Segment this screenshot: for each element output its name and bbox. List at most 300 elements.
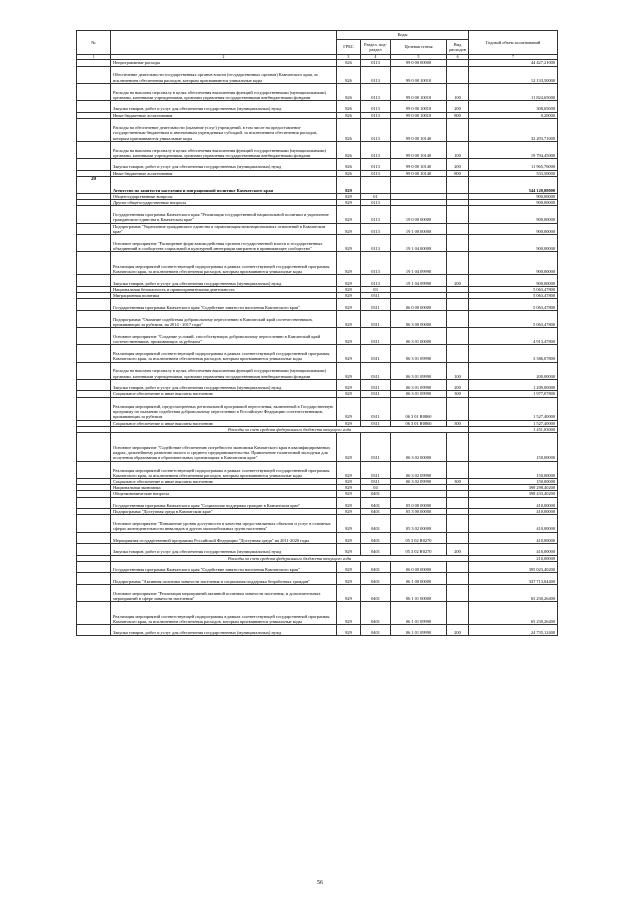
name-cell: Социальное обеспечение и иные выплаты населению [111, 391, 337, 397]
sum-cell: 44 427,21000 [469, 60, 558, 66]
number-cell [77, 118, 111, 141]
name-cell: Государственная программа Камчатского края "Социальная поддержка граждан в Камчатском крае" [111, 497, 337, 509]
number-cell [77, 101, 111, 113]
header-number: № [77, 31, 111, 55]
name-cell: Основное мероприятие "Реализация мероприятий активной политики занятости населения, и дополнительных мероприятий в сфере занятости населения" [111, 584, 337, 601]
grbs-cell: 829 [337, 544, 361, 556]
name-cell: Мероприятия государственной программы Российской Федерации "Доступная среда" на 2011-2020 годы [111, 532, 337, 544]
table-row [77, 573, 558, 585]
razdel-cell: 0401 [361, 532, 391, 544]
sum-cell: 210,00000 [469, 555, 558, 561]
target-article-cell: 99 0 00 10010 [391, 112, 447, 118]
grbs-cell: 829 [337, 561, 361, 573]
grbs-cell: 829 [337, 532, 361, 544]
target-article-cell: 99 0 00 10010 [391, 101, 447, 113]
sum-cell: 12 133,50000 [469, 66, 558, 83]
sum-cell: 410,00000 [469, 544, 558, 556]
name-cell: Закупка товаров, работ и услуг для обеспечения государственных (муниципальных) нужд [111, 275, 337, 287]
razdel-cell: 0113 [361, 118, 391, 141]
table-row [77, 397, 558, 420]
name-cell: Социальное обеспечение и иные выплаты населению [111, 420, 337, 426]
target-article-cell: 06 3 01 09990 [391, 345, 447, 362]
number-cell [77, 601, 111, 624]
target-article-cell: 06 3 01 R0860 [391, 397, 447, 420]
grbs-cell: 829 [337, 573, 361, 585]
sum-cell: 398 433,40200 [469, 491, 558, 497]
target-article-cell: 06 3 01 09990 [391, 362, 447, 379]
razdel-cell: 0311 [361, 420, 391, 426]
razdel-cell: 01 [361, 194, 391, 200]
grbs-cell: 829 [337, 299, 361, 311]
name-cell: Закупка товаров, работ и услуг для обеспечения государственных (муниципальных) нужд [111, 101, 337, 113]
sum-cell: 5 063,47800 [469, 299, 558, 311]
number-cell [77, 379, 111, 391]
header-razdel: Раздел, под-раздел [361, 40, 391, 55]
expense-type-cell: 300 [447, 478, 469, 484]
sum-cell: 150,00000 [469, 432, 558, 461]
sum-cell: 32 293,71000 [469, 118, 558, 141]
expense-type-cell [447, 573, 469, 585]
razdel-cell: 0311 [361, 328, 391, 345]
header-name [111, 31, 337, 55]
column-index-cell: 4 [361, 55, 391, 60]
expense-type-cell: 200 [447, 379, 469, 391]
expense-type-cell: 100 [447, 362, 469, 379]
column-index-cell: 7 [469, 55, 558, 60]
grbs-cell: 829 [337, 275, 361, 287]
target-article-cell: 06 1 01 00000 [391, 584, 447, 601]
table-row [77, 345, 558, 362]
grbs-cell: 826 [337, 60, 361, 66]
table-row [77, 159, 558, 171]
razdel-cell: 0311 [361, 345, 391, 362]
expense-type-cell [447, 66, 469, 83]
name-cell: Непрограммные расходы [111, 60, 337, 66]
number-cell [77, 252, 111, 275]
grbs-cell: 826 [337, 83, 361, 100]
sum-cell: 4 913,47800 [469, 328, 558, 345]
number-cell [77, 515, 111, 532]
razdel-cell: 0311 [361, 397, 391, 420]
table-row [77, 141, 558, 158]
number-cell [77, 310, 111, 327]
grbs-cell: 829 [337, 397, 361, 420]
sum-cell: 533,50000 [469, 170, 558, 176]
sum-cell: 544 120,08000 [469, 176, 558, 193]
name-cell: Расходы на выплаты персоналу в целях обеспечения выполнения функций государственными (муниципальными) органами, казенными учреждениями, органами управления государственными внебюджетными фондами [111, 362, 337, 379]
target-article-cell: 06 1 00 00000 [391, 573, 447, 585]
expense-type-cell [447, 461, 469, 478]
grbs-cell: 829 [337, 491, 361, 497]
number-cell [77, 544, 111, 556]
number-cell [77, 584, 111, 601]
table-row [77, 461, 558, 478]
name-cell: Основное мероприятие "Повышение уровня доступности и качества предоставляемых объектов и услуг в основных сферах жизнедеятельности инвалидов и других маломобильных групп населения" [111, 515, 337, 532]
name-cell: Иные бюджетные ассигнования [111, 170, 337, 176]
grbs-cell: 829 [337, 200, 361, 206]
grbs-cell: 829 [337, 293, 361, 299]
razdel-cell: 0113 [361, 170, 391, 176]
expense-type-cell: 800 [447, 170, 469, 176]
sum-cell: 900,00000 [469, 206, 558, 223]
expense-type-cell [447, 235, 469, 252]
name-cell: Реализация мероприятий соответствующей подпрограммы в рамках соответствующей государственной программы Камчатского края, за исключением обеспечения расходов, которым присваиваются уникальные коды [111, 252, 337, 275]
note-cell: Расходы за счет средств федерального бюджета текущего года [111, 426, 469, 432]
grbs-cell: 829 [337, 194, 361, 200]
razdel-cell: 0401 [361, 561, 391, 573]
razdel-cell: 0113 [361, 60, 391, 66]
razdel-cell: 0311 [361, 461, 391, 478]
name-cell: Социальное обеспечение и иные выплаты населению [111, 478, 337, 484]
grbs-cell: 829 [337, 624, 361, 636]
name-cell: Основное мероприятие "Создание условий, способствующих добровольному переселению в Камчатский край соотечественников, проживающих за рубежом" [111, 328, 337, 345]
grbs-cell: 829 [337, 391, 361, 397]
target-article-cell: 05 3 00 00000 [391, 509, 447, 515]
target-article-cell: 06 3 01 00000 [391, 328, 447, 345]
target-article-cell: 19 1 04 09990 [391, 252, 447, 275]
razdel-cell: 0113 [361, 235, 391, 252]
table-row [77, 83, 558, 100]
target-article-cell: 06 1 01 09990 [391, 601, 447, 624]
table-row [77, 275, 558, 287]
table-row [77, 235, 558, 252]
page-number: 56 [317, 880, 323, 886]
number-cell [77, 159, 111, 171]
table-row [77, 118, 558, 141]
number-cell [77, 624, 111, 636]
grbs-cell: 829 [337, 485, 361, 491]
grbs-cell: 826 [337, 66, 361, 83]
header-codes: Коды [337, 31, 469, 40]
name-cell: Иные бюджетные ассигнования [111, 112, 337, 118]
grbs-cell: 829 [337, 235, 361, 252]
target-article-cell: 99 0 00 10140 [391, 118, 447, 141]
target-article-cell: 06 3 02 09990 [391, 478, 447, 484]
razdel-cell: 0311 [361, 432, 391, 461]
number-cell [77, 461, 111, 478]
target-article-cell: 19 1 04 00000 [391, 235, 447, 252]
sum-cell: 24 735,12400 [469, 624, 558, 636]
table-row [77, 101, 558, 113]
target-article-cell: 06 3 01 09990 [391, 379, 447, 391]
sum-cell: 308,65000 [469, 101, 558, 113]
name-cell: Расходы на выплаты персоналу в целях обеспечения выполнения функций государственными (муниципальными) органами, казенными учреждениями, органами управления государственными внебюджетными фондами [111, 141, 337, 158]
target-article-cell: 99 0 00 10010 [391, 83, 447, 100]
sum-cell: 900,00000 [469, 200, 558, 206]
column-index-cell: 5 [391, 55, 447, 60]
sum-cell: 398 298,40200 [469, 485, 558, 491]
grbs-cell: 829 [337, 509, 361, 515]
razdel-cell: 0311 [361, 379, 391, 391]
grbs-cell: 829 [337, 515, 361, 532]
sum-cell: 900,00000 [469, 194, 558, 200]
table-row [77, 532, 558, 544]
expense-type-cell: 300 [447, 391, 469, 397]
target-article-cell: 19 1 00 00000 [391, 223, 447, 235]
grbs-cell: 829 [337, 432, 361, 461]
name-cell: Подпрограмма "Активная политика занятости населения и социальная поддержка безработных граждан" [111, 573, 337, 585]
number-cell [77, 299, 111, 311]
table-row [77, 66, 558, 83]
razdel-cell: 0401 [361, 573, 391, 585]
budget-table-container [76, 30, 557, 636]
grbs-cell: 829 [337, 345, 361, 362]
sum-cell: 1 977,07800 [469, 391, 558, 397]
header-target-article: Целевая статья [391, 40, 447, 55]
target-article-cell: 06 1 01 09990 [391, 624, 447, 636]
name-cell: Закупка товаров, работ и услуг для обеспечения государственных (муниципальных) нужд [111, 624, 337, 636]
number-cell [77, 432, 111, 461]
sum-cell: 150,00000 [469, 478, 558, 484]
razdel-cell: 0401 [361, 624, 391, 636]
grbs-cell: 829 [337, 584, 361, 601]
number-cell [77, 532, 111, 544]
sum-cell: 3 386,07800 [469, 345, 558, 362]
name-cell: Национальная безопасность и правоохранительная деятельность [111, 286, 337, 292]
sum-cell: 1 527,40000 [469, 397, 558, 420]
grbs-cell: 829 [337, 176, 361, 193]
grbs-cell: 826 [337, 159, 361, 171]
expense-type-cell: 300 [447, 420, 469, 426]
sum-cell: 11 824,65000 [469, 83, 558, 100]
number-cell [77, 235, 111, 252]
number-cell [77, 397, 111, 420]
target-article-cell: 19 1 04 09990 [391, 275, 447, 287]
grbs-cell: 826 [337, 141, 361, 158]
expense-type-cell [447, 515, 469, 532]
target-article-cell: 05 0 00 00000 [391, 497, 447, 509]
name-cell: Обеспечение деятельности государственных органов власти (государственных органов) Камчатского края, за исключением обеспечения расходов, которым присваиваются уникальные коды [111, 66, 337, 83]
target-article-cell: 06 3 01 R0860 [391, 420, 447, 426]
razdel-cell: 0311 [361, 299, 391, 311]
table-row [77, 176, 558, 193]
target-article-cell: 06 3 02 09990 [391, 461, 447, 478]
expense-type-cell: 100 [447, 83, 469, 100]
grbs-cell: 829 [337, 286, 361, 292]
table-row [77, 223, 558, 235]
name-cell: Расходы на выплаты персоналу в целях обеспечения выполнения функций государственными (муниципальными) органами, казенными учреждениями, органами управления государственными внебюджетными фондами [111, 83, 337, 100]
grbs-cell: 829 [337, 328, 361, 345]
grbs-cell: 829 [337, 223, 361, 235]
razdel-cell: 0113 [361, 66, 391, 83]
razdel-cell: 0401 [361, 497, 391, 509]
grbs-cell: 829 [337, 252, 361, 275]
name-cell: Национальная экономика [111, 485, 337, 491]
sum-cell: 5 063,47800 [469, 293, 558, 299]
grbs-cell: 826 [337, 118, 361, 141]
name-cell: Закупка товаров, работ и услуг для обеспечения государственных (муниципальных) нужд [111, 159, 337, 171]
name-cell: Государственная программа Камчатского края "Реализация государственной национальной политики и укрепление гражданского единства в Камчатском крае" [111, 206, 337, 223]
name-cell: Подпрограмма "Укрепление гражданского единства и гармонизация межнациональных отношений в Камчатском крае" [111, 223, 337, 235]
razdel-cell: 0113 [361, 200, 391, 206]
grbs-cell: 829 [337, 362, 361, 379]
number-cell [77, 83, 111, 100]
razdel-cell: 0401 [361, 544, 391, 556]
razdel-cell: 04 [361, 485, 391, 491]
name-cell: Общеэкономические вопросы [111, 491, 337, 497]
expense-type-cell [447, 206, 469, 223]
table-row [77, 206, 558, 223]
name-cell: Реализация мероприятий соответствующей подпрограммы в рамках соответствующей государственной программы Камчатского края, за исключением обеспечения расходов, которым присваиваются уникальные коды [111, 345, 337, 362]
razdel-cell: 0113 [361, 112, 391, 118]
target-article-cell: 99 0 00 10010 [391, 66, 447, 83]
target-article-cell: 06 3 02 00000 [391, 432, 447, 461]
expense-type-cell [447, 223, 469, 235]
grbs-cell: 829 [337, 206, 361, 223]
number-cell [77, 362, 111, 379]
razdel-cell: 0113 [361, 141, 391, 158]
sum-cell: 410,00000 [469, 515, 558, 532]
table-row [77, 601, 558, 624]
razdel-cell: 0113 [361, 252, 391, 275]
expense-type-cell: 200 [447, 624, 469, 636]
razdel-cell: 0113 [361, 159, 391, 171]
expense-type-cell [447, 345, 469, 362]
column-index-cell: 3 [337, 55, 361, 60]
name-cell: Подпрограмма "Оказание содействия добровольному переселению в Камчатский край соотечественников, проживающих за рубежом, на 2014 - 2017 годы" [111, 310, 337, 327]
razdel-cell: 0311 [361, 391, 391, 397]
expense-type-cell [447, 601, 469, 624]
sum-cell: 395 023,40200 [469, 561, 558, 573]
number-cell [77, 573, 111, 585]
number-cell [77, 275, 111, 287]
expense-type-cell: 100 [447, 141, 469, 158]
razdel-cell: 0311 [361, 293, 391, 299]
table-row [77, 432, 558, 461]
target-article-cell: 99 0 00 00000 [391, 60, 447, 66]
razdel-cell: 0311 [361, 478, 391, 484]
expense-type-cell [447, 561, 469, 573]
sum-cell: 410,00000 [469, 509, 558, 515]
table-row [77, 584, 558, 601]
table-row [77, 299, 558, 311]
target-article-cell: 99 0 00 10140 [391, 159, 447, 171]
sum-cell: 5 063,47800 [469, 310, 558, 327]
note-cell: Расходы за счет средств федерального бюджета текущего года [111, 555, 469, 561]
expense-type-cell: 200 [447, 159, 469, 171]
number-cell [77, 328, 111, 345]
sum-cell: 900,00000 [469, 223, 558, 235]
name-cell: Закупка товаров, работ и услуг для обеспечения государственных (муниципальных) нужд [111, 544, 337, 556]
razdel-cell: 0401 [361, 584, 391, 601]
target-article-cell: 06 3 01 09990 [391, 391, 447, 397]
sum-cell: 410,00000 [469, 532, 558, 544]
table-row [77, 497, 558, 509]
grbs-cell: 826 [337, 170, 361, 176]
sum-cell: 150,00000 [469, 461, 558, 478]
table-row [77, 362, 558, 379]
name-cell: Реализация мероприятий соответствующей подпрограммы в рамках соответствующей государственной программы Камчатского края, за исключением обеспечения расходов, которым присваиваются уникальные коды [111, 601, 337, 624]
razdel-cell: 0401 [361, 601, 391, 624]
grbs-cell: 829 [337, 461, 361, 478]
number-cell [77, 66, 111, 83]
table-row [77, 310, 558, 327]
name-cell: Агентство по занятости населения и миграционной политике Камчатского края [111, 176, 337, 193]
budget-table [76, 30, 558, 636]
target-article-cell: 19 0 00 00000 [391, 206, 447, 223]
number-cell [77, 223, 111, 235]
razdel-cell: 0113 [361, 223, 391, 235]
sum-cell: 19 794,45000 [469, 141, 558, 158]
expense-type-cell: 200 [447, 101, 469, 113]
name-cell: Государственная программа Камчатского края "Содействие занятости населения Камчатского края" [111, 561, 337, 573]
razdel-cell: 0113 [361, 83, 391, 100]
target-article-cell: 06 0 00 00000 [391, 299, 447, 311]
expense-type-cell [447, 118, 469, 141]
razdel-cell: 0401 [361, 515, 391, 532]
table-row [77, 624, 558, 636]
sum-cell: 65 230,26400 [469, 601, 558, 624]
grbs-cell: 829 [337, 601, 361, 624]
column-index-cell: 1 [77, 55, 111, 60]
razdel-cell: 0311 [361, 362, 391, 379]
number-cell [77, 497, 111, 509]
razdel-cell [361, 176, 391, 193]
razdel-cell: 0311 [361, 310, 391, 327]
grbs-cell: 829 [337, 478, 361, 484]
table-row [77, 544, 558, 556]
name-cell: Подпрограмма "Доступная среда в Камчатском крае" [111, 509, 337, 515]
razdel-cell: 03 [361, 286, 391, 292]
target-article-cell: 05 3 02 R0270 [391, 532, 447, 544]
table-row [77, 379, 558, 391]
target-article-cell: 99 0 00 10140 [391, 170, 447, 176]
number-cell [77, 206, 111, 223]
name-cell: Миграционная политика [111, 293, 337, 299]
grbs-cell: 829 [337, 379, 361, 391]
expense-type-cell [447, 328, 469, 345]
expense-type-cell [447, 299, 469, 311]
sum-cell: 65 230,26400 [469, 584, 558, 601]
target-article-cell: 05 3 02 00000 [391, 515, 447, 532]
name-cell: Основное мероприятие "Расширение форм взаимодействия органов государственной власти и государственных объединений в сообществе социальной и культурной интеграции мигрантов в принимающее сообщество" [111, 235, 337, 252]
expense-type-cell: 200 [447, 544, 469, 556]
column-index-cell: 2 [111, 55, 337, 60]
number-cell [77, 345, 111, 362]
expense-type-cell [447, 432, 469, 461]
target-article-cell: 06 3 00 00000 [391, 310, 447, 327]
name-cell: Общегосударственные вопросы [111, 194, 337, 200]
razdel-cell: 0401 [361, 491, 391, 497]
name-cell: Реализация мероприятий соответствующей подпрограммы в рамках соответствующей государственной программы Камчатского края, за исключением обеспечения расходов, которым присваиваются уникальные коды [111, 461, 337, 478]
expense-type-cell [447, 532, 469, 544]
sum-cell: 337 713,64400 [469, 573, 558, 585]
number-cell [77, 561, 111, 573]
razdel-cell: 0113 [361, 101, 391, 113]
grbs-cell: 829 [337, 420, 361, 426]
sum-cell: 1 527,40000 [469, 420, 558, 426]
razdel-cell: 0113 [361, 275, 391, 287]
name-cell: Государственная программа Камчатского края "Содействие занятости населения Камчатского края" [111, 299, 337, 311]
column-index-cell: 6 [447, 55, 469, 60]
header-expense-type: Вид расходов [447, 40, 469, 55]
sum-cell: 410,00000 [469, 497, 558, 509]
expense-type-cell: 800 [447, 112, 469, 118]
number-cell: 20 [77, 176, 111, 193]
name-cell: Реализация мероприятий, предусмотренных региональной программой переселения, включенной в Государственную программу по оказанию содействия добровольному переселению в Российскую Федерацию соотечественников, проживающих за рубежом [111, 397, 337, 420]
target-article-cell [391, 176, 447, 193]
grbs-cell: 826 [337, 101, 361, 113]
number-cell [77, 141, 111, 158]
table-row [77, 328, 558, 345]
sum-cell: 1 451,03000 [469, 426, 558, 432]
sum-cell: 900,00000 [469, 275, 558, 287]
expense-type-cell [447, 584, 469, 601]
table-row [77, 561, 558, 573]
sum-cell: 11 965,76000 [469, 159, 558, 171]
expense-type-cell [447, 176, 469, 193]
sum-cell: 1 209,00000 [469, 379, 558, 391]
